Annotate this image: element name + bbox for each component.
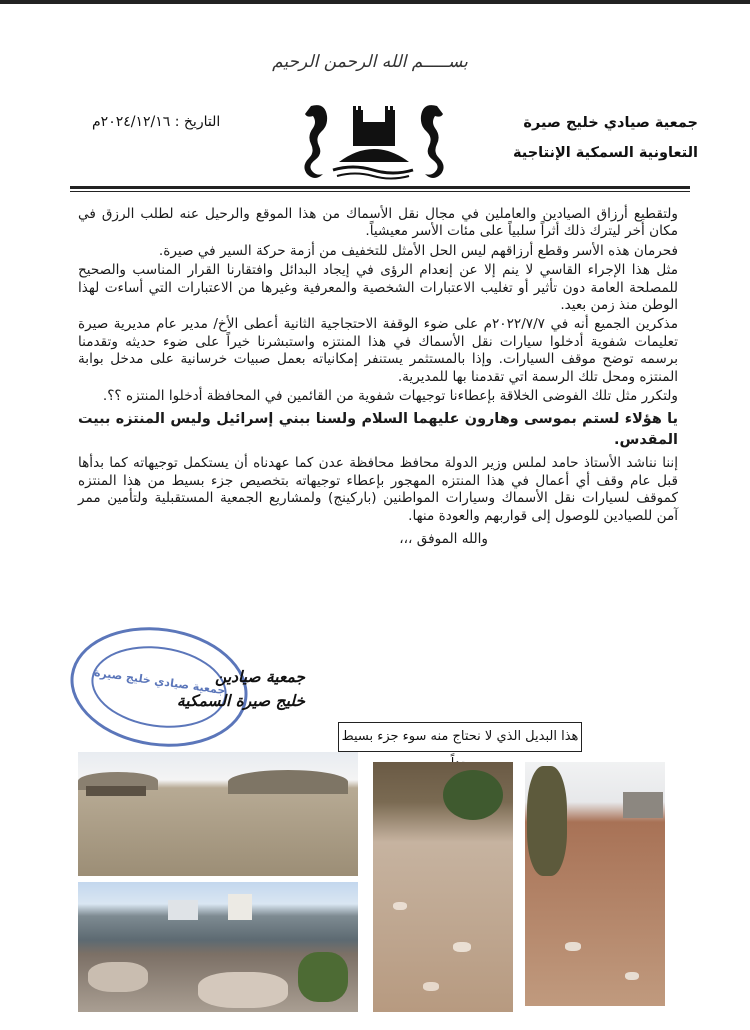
top-border [0, 0, 750, 4]
header-rule-thick [70, 186, 690, 189]
photo-caption: هذا البديل الذي لا نحتاج منه سوء جزء بسيط [338, 722, 582, 752]
signature-block [105, 665, 305, 713]
paragraph-5: ولتكرر مثل تلك الفوضى الخلاقة بإعطاءنا توجيهات شفوية من القائمين في المحافظة أدخلوا المنتزه ؟؟. [102, 388, 678, 405]
photo-harbor-rubble [78, 882, 358, 1012]
letter-date: التاريخ : ٢٠٢٤/١٢/١٦م [92, 114, 221, 130]
paragraph-3: مثل هذا الإجراء القاسي لا ينم إلا عن إنعدام الرؤى في إيجاد البدائل وافتقارنا القرار المناسب والصحيح للمصلحة العامة دون تأثير أو تغليب الاعتبارات الشخصية والمعرفية وغيرها من الاعتبارات التي أساءت لهذا الوطن منذ زمن بعيد. [78, 262, 678, 314]
paragraph-6-emphasis: يا هؤلاء لستم بموسى وهارون عليهما السلام ولسنا ببني إسرائيل وليس المنتزه ببيت المقدس. [78, 411, 678, 449]
org-line-2: التعاونية السمكية الإنتاجية [512, 145, 698, 161]
paragraph-7: إننا نناشد الأستاذ حامد لملس وزير الدولة محافظ محافظة عدن كما عهدناه أن يستكمل توجيهاته كما بدأها قبل عام وقف أي أعمال في هذا المنتزه المهجور بإعطاء توجيهاته بتخصيص جزء بسيط من هذا المنتزه كموقف لسيارات نقل الأسماك وسيارات المواطنين (باركينج) ولمشاريع الجمعية المستقبلية ولتأمين ممر آمن للصيادين للوصول إلى قواربهم والعودة منها. [78, 455, 678, 524]
basmala: بســـــم الله الرحمن الرحيم [272, 52, 468, 72]
org-line-1: جمعية صيادي خليج صيرة [523, 115, 698, 131]
photo-rocky-ground [373, 762, 513, 1012]
stamp-text: جمعية صيادي خليج صيرة [93, 665, 227, 698]
paragraph-2: فحرمان هذه الأسر وقطع أرزاقهم ليس الحل الأمثل للتخفيف من أزمة حركة السير في صيرة. [158, 242, 678, 259]
organization-name [478, 108, 698, 168]
signature-line-1: جمعية صيادين [215, 668, 305, 686]
closing-line: والله الموفق ،،، [399, 531, 488, 548]
header-rule-thin [70, 191, 690, 192]
photo-open-lot [78, 752, 358, 876]
letter-body [78, 206, 678, 551]
seahorse-castle-logo [293, 100, 455, 180]
paragraph-4: مذكرين الجميع أنه في ٢٠٢٢/٧/٧م على ضوء الوقفة الاحتجاجية الثانية أعطى الأخ/ مدير عام مديرية صيرة تعليمات شفوية أدخلوا سيارات نقل الأسماك في هذا المنتزه واستبشرنا خيراً على ضوء حديثه وتقدمنا برسمه توضح موقف السيارات. وإذا بالمستثمر يستنفر إمكانياته بعمل صبيات خرسانية على مدخل بوابة المنتزه ومحل تلك الرسمة اتي تقدمنا بها للمديرية. [78, 316, 678, 385]
paragraph-1: ولتقطيع أرزاق الصيادين والعاملين في مجال نقل الأسماك من هذا الموقع والرحيل عنه لطلب الرزق في مكان أخر ليترك ذلك أثراً سلبياً على مئات الأسر معيشياً. [78, 206, 678, 240]
signature-line-2: خليج صيرة السمكية [176, 692, 305, 710]
photo-dirt-field [525, 762, 665, 1006]
